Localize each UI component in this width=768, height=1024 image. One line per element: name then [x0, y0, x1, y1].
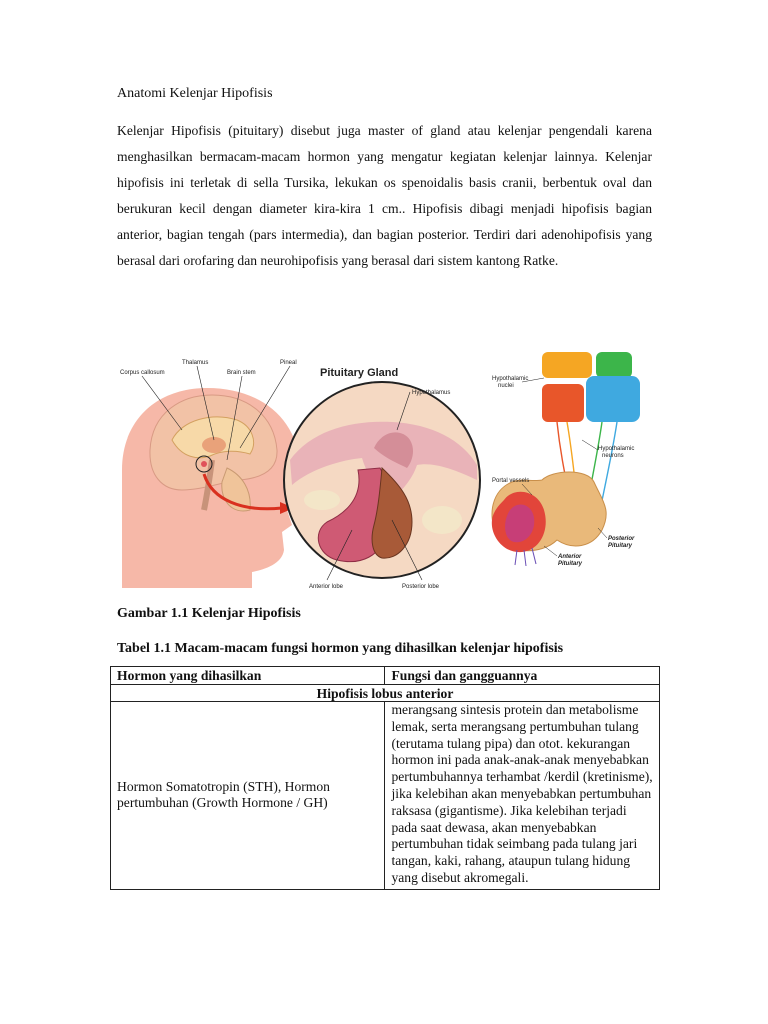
label-anterior-lobe: Anterior lobe — [309, 584, 344, 590]
table-section-label: Hipofisis lobus anterior — [111, 685, 660, 702]
hormone-table — [110, 666, 660, 890]
table-cell-hormone: Hormon Somatotropin (STH), Hormon pertumbuhan (Growth Hormone / GH) — [111, 702, 385, 890]
label-anterior-pituitary-1: Anterior — [558, 554, 582, 560]
document-title: Anatomi Kelenjar Hipofisis — [117, 86, 273, 101]
label-brain-stem: Brain stem — [227, 370, 256, 376]
label-anterior-pituitary-2: Pituitary — [558, 561, 583, 567]
table-header-row — [111, 667, 660, 685]
label-hypothalamic-nuclei-2: nuclei — [498, 383, 514, 389]
table-section-row — [111, 685, 660, 702]
label-posterior-pituitary-1: Posterior — [608, 536, 635, 542]
zoomed-gland — [284, 382, 480, 578]
label-posterior-lobe: Posterior lobe — [402, 584, 440, 590]
figure-caption: Gambar 1.1 Kelenjar Hipofisis — [117, 606, 301, 621]
hypothalamus-diagram — [492, 352, 640, 566]
table-title: Tabel 1.1 Macam-macam fungsi hormon yang dihasilkan kelenjar hipofisis — [117, 641, 564, 656]
label-corpus-callosum: Corpus callosum — [120, 370, 165, 376]
table-row — [111, 702, 660, 890]
label-hypothalamic-neurons-2: neurons — [602, 453, 624, 459]
label-thalamus: Thalamus — [182, 360, 209, 366]
label-hypothalamic-nuclei-1: Hypothalamic — [492, 376, 529, 382]
pituitary-figure — [112, 350, 662, 590]
table-cell-function: merangsang sintesis protein dan metabolisme lemak, serta merangsang pertumbuhan tulang (terutama tulang pipa) dan otot. kekurangan hormon ini pada anak-anak-anak menyebabkan pertumbuhannya terhambat /kerdil (kretinisme), jika kelebihan akan menyebabkan pertumbuhan raksasa (gigantisme). Jika kelebihan terjadi pada saat dewasa, akan menyebabkan pertumbuhan tidak seimbang pada tulang jari tangan, kaki, rahang, ataupun tulang hidung yang disebut akromegali. — [385, 702, 660, 890]
label-hypothalamus: Hypothalamus — [412, 390, 451, 396]
table-header-function: Fungsi dan gangguannya — [385, 667, 660, 685]
label-hypothalamic-neurons-1: Hypothalamic — [598, 446, 635, 452]
label-pineal: Pineal — [280, 360, 297, 366]
label-portal-vessels: Portal vessels — [492, 478, 530, 484]
table-header-hormone: Hormon yang dihasilkan — [111, 667, 385, 685]
pituitary-illustration — [112, 350, 662, 590]
intro-paragraph: Kelenjar Hipofisis (pituitary) disebut juga master of gland atau kelenjar pengendali karena menghasilkan bermacam-macam hormon yang mengatur kegiatan kelenjar lainnya. Kelenjar hipofisis ini terletak di sella Tursika, lekukan os spenoidalis basis cranii, berbentuk oval dan berukuran kecil dengan diameter kira-kira 1 cm.. Hipofisis dibagi menjadi hipofisis bagian anterior, bagian tengah (pars intermedia), dan bagian posterior. Terdiri dari adenohipofisis yang berasal dari orofaring dan neurohipofisis yang berasal dari sistem kantong Ratke. — [117, 123, 652, 268]
pituitary-gland-title: Pituitary Gland — [320, 367, 399, 379]
label-posterior-pituitary-2: Pituitary — [608, 543, 633, 549]
